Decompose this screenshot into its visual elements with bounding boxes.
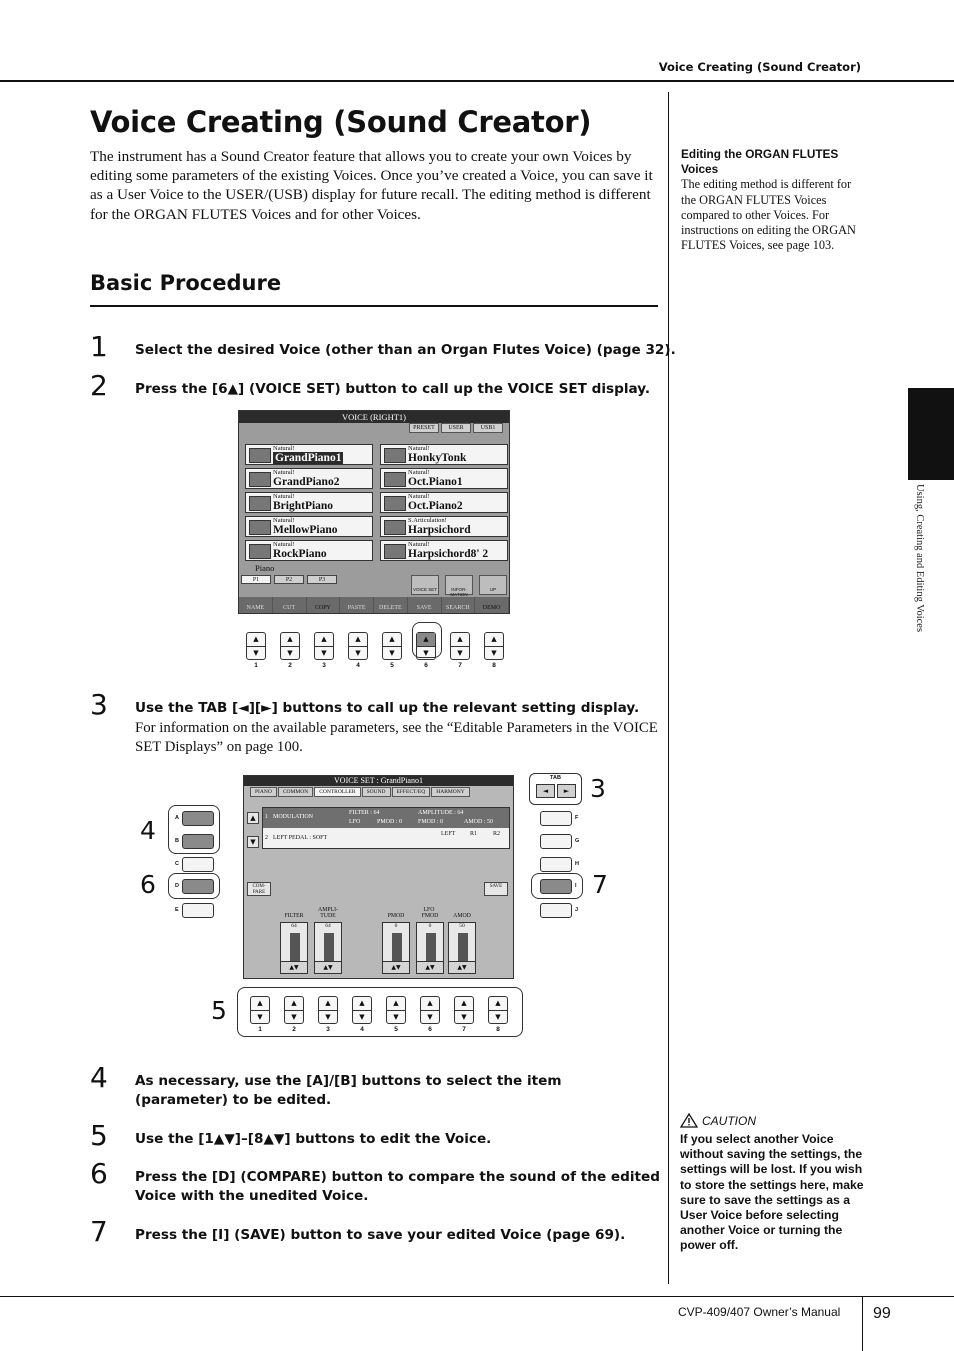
- side-note: [681, 147, 859, 253]
- footer-divider: [862, 1297, 863, 1351]
- button-6-highlight: [412, 622, 442, 658]
- voice-set-icon[interactable]: VOICE SET: [411, 575, 439, 595]
- side-up-icon[interactable]: ▲: [247, 812, 259, 824]
- button-1[interactable]: ▲ ▼ 1: [243, 996, 277, 1033]
- step-7-text: Press the [I] (SAVE) button to save your edited Voice (page 69).: [135, 1227, 626, 1243]
- step-1-text: Select the desired Voice (other than an Organ Flutes Voice) (page 32).: [135, 342, 676, 358]
- lfo-label: LFO: [423, 907, 435, 913]
- button-5[interactable]: ▲ ▼ 5: [375, 632, 409, 669]
- tab-common[interactable]: COMMON: [278, 787, 313, 797]
- callout-5: 5: [211, 996, 227, 1025]
- callout-6: 6: [140, 870, 156, 899]
- piano-icon: [249, 544, 271, 559]
- page-number: 99: [873, 1305, 891, 1322]
- amod-slider[interactable]: 50 ▲▼: [448, 922, 476, 974]
- search-button[interactable]: SEARCH: [442, 597, 476, 613]
- save-button[interactable]: SAVE: [408, 597, 442, 613]
- information-icon[interactable]: INFOR-MATION: [445, 575, 473, 595]
- note-title: Editing the ORGAN FLUTES Voices: [681, 147, 839, 177]
- step-3-text: Use the TAB [◄][►] buttons to call up the relevant setting display.: [135, 700, 640, 716]
- button-j[interactable]: [540, 903, 572, 918]
- callout-4: 4: [140, 816, 156, 845]
- filter-slider[interactable]: 64 ▲▼: [280, 922, 308, 974]
- page-tab-p1[interactable]: P1: [241, 575, 271, 584]
- button-4[interactable]: ▲ ▼ 4: [341, 632, 375, 669]
- piano-icon: [249, 448, 271, 463]
- tab-sound[interactable]: SOUND: [362, 787, 391, 797]
- row-modulation[interactable]: 1 MODULATION FILTER : 64 AMPLITUDE : 64 LFO PMOD : 0 FMOD : 0 AMOD : 50: [263, 808, 509, 828]
- button-a[interactable]: [182, 811, 214, 826]
- button-6[interactable]: ▲ ▼ 6: [409, 632, 443, 669]
- step-6-number: 6: [90, 1157, 108, 1190]
- tab-piano[interactable]: PIANO: [250, 787, 277, 797]
- step-2-number: 2: [90, 369, 108, 402]
- tab-effect-eq[interactable]: EFFECT/EQ: [392, 787, 431, 797]
- compare-button[interactable]: COM-PARE: [247, 882, 271, 896]
- button-8[interactable]: ▲ ▼ 8: [477, 632, 511, 669]
- button-c[interactable]: [182, 857, 214, 872]
- name-button[interactable]: NAME: [239, 597, 273, 613]
- note-body: The editing method is different for the ORGAN FLUTES Voices compared to other Voices. For instructions on editing the ORGAN FLUTES Voices, see page 103.: [681, 177, 856, 253]
- screen-title: VOICE (RIGHT1): [239, 411, 509, 423]
- copy-button[interactable]: COPY: [307, 597, 341, 613]
- up-icon[interactable]: UP: [479, 575, 507, 595]
- voice-item[interactable]: Natural! HonkyTonk: [380, 444, 508, 465]
- button-6[interactable]: ▲ ▼ 6: [413, 996, 447, 1033]
- page-tab-p2[interactable]: P2: [274, 575, 304, 584]
- chapter-tab: [908, 388, 954, 480]
- voice-item[interactable]: Natural! MellowPiano: [245, 516, 373, 537]
- step-5-text: Use the [1▲▼]–[8▲▼] buttons to edit the Voice.: [135, 1131, 492, 1147]
- footer-rule: [0, 1296, 954, 1297]
- tab-harmony[interactable]: HARMONY: [431, 787, 469, 797]
- save-icon[interactable]: SAVE: [484, 882, 508, 896]
- button-2[interactable]: ▲ ▼ 2: [277, 996, 311, 1033]
- button-i[interactable]: [540, 879, 572, 894]
- piano-icon: [249, 496, 271, 511]
- voice-set-screen: VOICE SET : GrandPiano1 PIANO COMMON CONTROLLER SOUND EFFECT/EQ HARMONY ▲ ▼ 1 MODULATION FILTER : 64 AMPLITUDE : 64 LFO PMOD : 0 FMOD : 0 AMOD : 50 2 LEFT PEDAL : SOFT LEFT R1 R2 COM-PARE SAVE FILTER AMPLI-TUDE LFO PMOD FMOD AMOD 64 ▲▼ 64 ▲▼ 0 ▲▼ 0 ▲▼ 50 ▲▼: [243, 775, 514, 979]
- tab-controller[interactable]: CONTROLLER: [314, 787, 360, 797]
- piano-icon: [384, 472, 406, 487]
- button-g[interactable]: [540, 834, 572, 849]
- button-3[interactable]: ▲ ▼ 3: [311, 996, 345, 1033]
- step-3-subtext: For information on the available parameters, see the “Editable Parameters in the VOICE SET Displays” on page 100.: [135, 720, 658, 755]
- callout-3: 3: [590, 774, 606, 803]
- caution-box: [680, 1113, 866, 1254]
- manual-title: CVP-409/407 Owner’s Manual: [678, 1305, 841, 1319]
- button-4[interactable]: ▲ ▼ 4: [345, 996, 379, 1033]
- button-5[interactable]: ▲ ▼ 5: [379, 996, 413, 1033]
- column-divider: [668, 92, 669, 1284]
- button-8[interactable]: ▲ ▼ 8: [481, 996, 515, 1033]
- tab-preset[interactable]: PRESET: [409, 423, 439, 433]
- piano-icon: [249, 520, 271, 535]
- voice-select-screen: [238, 410, 510, 614]
- voice-item[interactable]: Natural! RockPiano: [245, 540, 373, 561]
- step-4-number: 4: [90, 1061, 108, 1094]
- step-5-number: 5: [90, 1119, 108, 1152]
- voice-item[interactable]: Natural! GrandPiano2: [245, 468, 373, 489]
- button-h[interactable]: [540, 857, 572, 872]
- pmod-slider[interactable]: 0 ▲▼: [382, 922, 410, 974]
- tab-button-group: TAB ◄ ►: [529, 773, 582, 805]
- chapter-label: Using, Creating and Editing Voices: [914, 484, 925, 633]
- button-7[interactable]: ▲ ▼ 7: [447, 996, 481, 1033]
- page-tab-p3[interactable]: P3: [307, 575, 337, 584]
- step-4-text: As necessary, use the [A]/[B] buttons to select the item (parameter) to be edited.: [135, 1073, 562, 1108]
- fmod-slider[interactable]: 0 ▲▼: [416, 922, 444, 974]
- screen-title: VOICE SET : GrandPiano1: [244, 776, 513, 786]
- parameter-panel: [262, 807, 510, 849]
- piano-icon: [249, 472, 271, 487]
- section-title: Basic Procedure: [90, 271, 282, 295]
- callout-7: 7: [592, 870, 608, 899]
- piano-icon: [384, 448, 406, 463]
- row-left-pedal[interactable]: 2 LEFT PEDAL : SOFT LEFT R1 R2: [265, 831, 501, 841]
- header-rule: [0, 80, 954, 82]
- section-rule: [90, 305, 658, 307]
- button-2[interactable]: ▲ ▼ 2: [273, 632, 307, 669]
- number-buttons-row-2: [243, 996, 515, 1033]
- step-6-text: Press the [D] (COMPARE) button to compare the sound of the edited Voice with the unedited Voice.: [135, 1169, 660, 1204]
- harpsichord-icon: [384, 544, 406, 559]
- button-7[interactable]: ▲ ▼ 7: [443, 632, 477, 669]
- warning-icon: [680, 1113, 698, 1128]
- step-7-number: 7: [90, 1215, 108, 1248]
- button-1[interactable]: ▲ ▼ 1: [239, 632, 273, 669]
- category-label: Piano: [255, 563, 275, 573]
- side-down-icon[interactable]: ▼: [247, 836, 259, 848]
- intro-paragraph: The instrument has a Sound Creator feature that allows you to create your own Voices by editing some parameters of the existing Voices. Once you’ve created a Voice, you can save it as a User Voice to the USER/(USB) display for future recall. The editing method is different for the ORGAN FLUTES Voices and for other Voices.: [90, 148, 653, 223]
- step-1-number: 1: [90, 330, 108, 363]
- step-3-number: 3: [90, 688, 108, 721]
- page-title: Voice Creating (Sound Creator): [90, 105, 592, 139]
- button-3[interactable]: ▲ ▼ 3: [307, 632, 341, 669]
- caution-label: CAUTION: [702, 1113, 756, 1128]
- caution-text: If you select another Voice without saving the settings, the settings will be lost. If you wish to store the settings here, make sure to save the settings as a User Voice before selecting another Voice or turning the power off.: [680, 1132, 864, 1253]
- button-f[interactable]: [540, 811, 572, 826]
- demo-button[interactable]: DEMO: [475, 597, 509, 613]
- voice-item[interactable]: Natural! Oct.Piano2: [380, 492, 508, 513]
- button-b[interactable]: [182, 834, 214, 849]
- tab-right-button[interactable]: ►: [557, 784, 576, 798]
- running-header: Voice Creating (Sound Creator): [658, 60, 861, 74]
- harpsichord-icon: [384, 520, 406, 535]
- number-buttons-row: [239, 632, 511, 669]
- voice-item[interactable]: S.Articulation! Harpsichord: [380, 516, 508, 537]
- button-e[interactable]: [182, 903, 214, 918]
- paste-button[interactable]: PASTE: [340, 597, 374, 613]
- tab-left-button[interactable]: ◄: [536, 784, 555, 798]
- voice-item[interactable]: Natural! Oct.Piano1: [380, 468, 508, 489]
- voice-item[interactable]: Natural! Harpsichord8' 2: [380, 540, 508, 561]
- tab-usb1[interactable]: USB1: [473, 423, 503, 433]
- voice-item[interactable]: Natural! BrightPiano: [245, 492, 373, 513]
- delete-button[interactable]: DELETE: [374, 597, 408, 613]
- cut-button[interactable]: CUT: [273, 597, 307, 613]
- piano-icon: [384, 496, 406, 511]
- step-2-text: Press the [6▲] (VOICE SET) button to call up the VOICE SET display.: [135, 381, 651, 397]
- button-d[interactable]: [182, 879, 214, 894]
- tab-user[interactable]: USER: [441, 423, 471, 433]
- amplitude-slider[interactable]: 64 ▲▼: [314, 922, 342, 974]
- voice-item[interactable]: Natural! GrandPiano1: [245, 444, 373, 465]
